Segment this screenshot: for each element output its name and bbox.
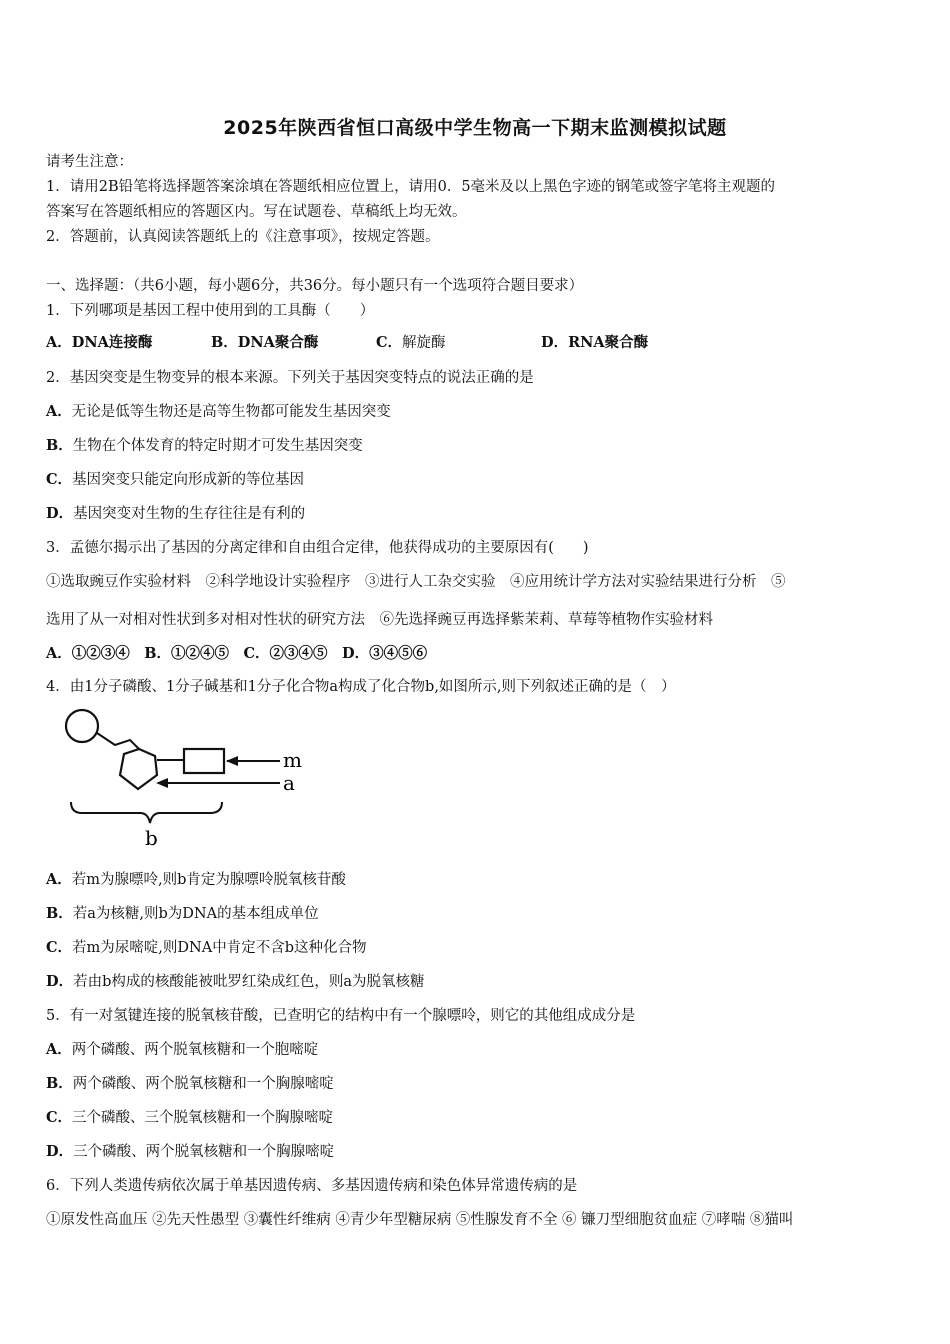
q1-stem: 1．下列哪项是基因工程中使用到的工具酶（ ） (46, 303, 375, 319)
q5-option-b (46, 1074, 334, 1094)
label-m: m (283, 748, 302, 772)
q2-option-c (46, 470, 304, 490)
arrow-m-head (226, 756, 238, 766)
option-text: 若由b构成的核酸能被吡罗红染成红色，则a为脱氧核糖 (73, 974, 425, 990)
arrow-a-head (156, 778, 168, 788)
option-text: 若m为尿嘧啶,则DNA中肯定不含b这种化合物 (72, 940, 367, 956)
notice-item-1: 1．请用2B铅笔将选择题答案涂填在答题纸相应位置上，请用0．5毫米及以上黑色字迹的钢笔或签字笔将主观题的 (46, 179, 776, 195)
option-text: 解旋酶 (402, 335, 446, 351)
option-key: C． (46, 471, 73, 488)
q3-answer-options: A．①②③④ B．①②④⑤ C．②③④⑤ D．③④⑤⑥ (46, 645, 428, 662)
option-key: D． (541, 334, 569, 351)
option-key: B． (46, 1075, 73, 1092)
option-text: 生物在个体发育的特定时期才可发生基因突变 (72, 438, 363, 454)
option-key: A． (46, 334, 72, 351)
option-text: DNA聚合酶 (237, 334, 319, 351)
q3-items-line-2: 选用了从一对相对性状到多对相对性状的研究方法 ⑥先选择豌豆再选择紫茉莉、草莓等植物作实验材料 (46, 612, 713, 628)
q5-option-c (46, 1108, 333, 1128)
option-key: A． (46, 871, 72, 888)
brace-b (71, 802, 222, 823)
q2-option-b (46, 436, 363, 456)
option-text: 两个磷酸、两个脱氧核糖和一个胸腺嘧啶 (72, 1076, 334, 1092)
option-text: 三个磷酸、三个脱氧核糖和一个胸腺嘧啶 (72, 1110, 334, 1126)
option-key: D． (46, 505, 74, 522)
option-text: 若a为核糖,则b为DNA的基本组成单位 (72, 906, 319, 922)
q6-items-line-1: ①原发性高血压 ②先天性愚型 ③囊性纤维病 ④青少年型糖尿病 ⑤性腺发育不全 ⑥ 镰刀型细胞贫血症 ⑦哮喘 ⑧猫叫 (46, 1212, 794, 1228)
q2-option-d (46, 504, 305, 524)
option-key: A． (46, 1041, 72, 1058)
q5-option-d (46, 1142, 334, 1162)
option-key: B． (211, 334, 238, 351)
option-text: RNA聚合酶 (568, 334, 649, 351)
option-text: 基因突变对生物的生存往往是有利的 (73, 506, 306, 522)
phosphate-bond (97, 733, 139, 749)
notice-item-2: 2．答题前，认真阅读答题纸上的《注意事项》，按规定答题。 (46, 229, 440, 245)
option-text: 无论是低等生物还是高等生物都可能发生基因突变 (71, 404, 391, 420)
q5-stem: 5．有一对氢键连接的脱氧核苷酸，已查明它的结构中有一个腺嘌呤，则它的其他组成成分是 (46, 1008, 636, 1024)
option-text: 两个磷酸、两个脱氧核糖和一个胞嘧啶 (71, 1042, 319, 1058)
q1-option-c (376, 333, 446, 353)
option-text: DNA连接酶 (71, 334, 153, 351)
q4-option-b (46, 904, 319, 924)
q6-stem: 6．下列人类遗传病依次属于单基因遗传病、多基因遗传病和染色体异常遗传病的是 (46, 1178, 578, 1194)
q3-items-line-1: ①选取豌豆作实验材料 ②科学地设计实验程序 ③进行人工杂交实验 ④应用统计学方法对实验结果进行分析 ⑤ (46, 574, 786, 590)
option-key: C． (46, 939, 73, 956)
q1-options (46, 333, 746, 353)
q4-stem: 4．由1分子磷酸、1分子碱基和1分子化合物a构成了化合物b,如图所示,则下列叙述正确的是（ ） (46, 679, 676, 695)
option-text: 若m为腺嘌呤,则b肯定为腺嘌呤脱氧核苷酸 (71, 872, 346, 888)
q3-stem: 3．孟德尔揭示出了基因的分离定律和自由组合定律，他获得成功的主要原因有( ) (46, 540, 589, 556)
q2-stem: 2．基因突变是生物变异的根本来源。下列关于基因突变特点的说法正确的是 (46, 370, 534, 386)
option-key: A． (46, 403, 72, 420)
notice-item-1-cont: 答案写在答题纸相应的答题区内。写在试题卷、草稿纸上均无效。 (46, 204, 467, 220)
q2-option-a (46, 402, 391, 422)
option-key: C． (376, 334, 403, 351)
page-title: 2025年陕西省恒口高级中学生物高一下期末监测模拟试题 (223, 117, 727, 139)
option-key: C． (46, 1109, 73, 1126)
option-key: D． (46, 973, 74, 990)
option-text: 三个磷酸、两个脱氧核糖和一个胸腺嘧啶 (73, 1144, 335, 1160)
base-rectangle (184, 749, 224, 773)
q4-option-c (46, 938, 366, 958)
section-heading: 一、选择题：（共6小题，每小题6分，共36分。每小题只有一个选项符合题目要求） (46, 278, 584, 294)
option-key: B． (46, 905, 73, 922)
option-text: 基因突变只能定向形成新的等位基因 (72, 472, 305, 488)
label-b: b (145, 826, 158, 850)
q1-option-b (211, 333, 318, 353)
q1-option-d (541, 333, 648, 353)
q4-option-d (46, 972, 425, 992)
label-a: a (283, 771, 295, 795)
phosphate-circle (66, 710, 98, 742)
option-key: D． (46, 1143, 74, 1160)
pentose-sugar (120, 749, 157, 789)
q4-option-a (46, 870, 346, 890)
option-key: B． (46, 437, 73, 454)
notice-heading: 请考生注意： (46, 154, 133, 170)
q5-option-a (46, 1040, 318, 1060)
q1-option-a (46, 333, 152, 353)
nucleotide-diagram (60, 705, 320, 850)
